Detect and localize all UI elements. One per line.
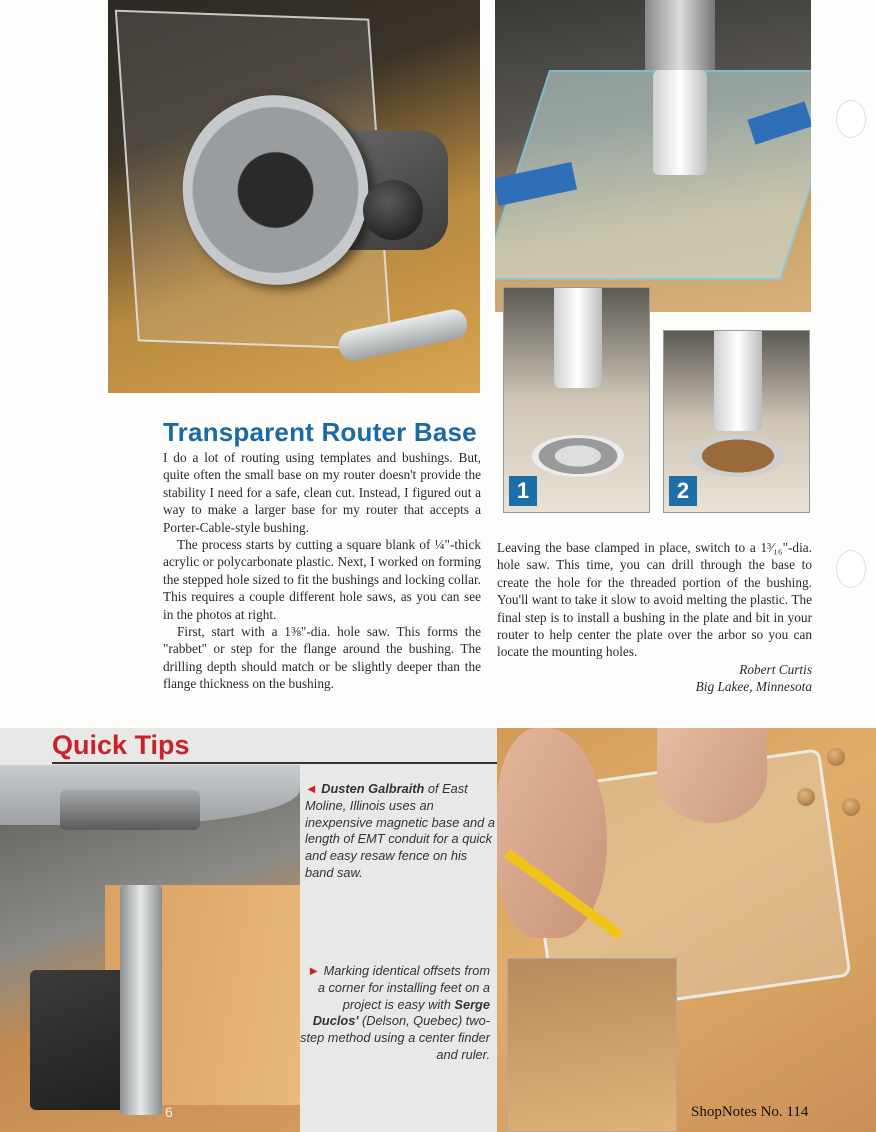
divider [52, 762, 497, 764]
tip-text: Marking identical offsets from a corner for installing feet on a project is easy with [317, 963, 490, 1012]
step-badge: 2 [669, 476, 697, 506]
step-badge: 1 [509, 476, 537, 506]
emt-conduit [120, 885, 162, 1115]
article-paragraph: The process starts by cutting a square blank of ¼"-thick acrylic or polycarbonate plastic. Next, I worked on forming the stepped hole sized to fit the bushings and locking collar. This requires a couple different hole saws, as you can see in the photos at right. [163, 537, 481, 622]
blade-guide [60, 790, 200, 830]
stepped-hole [532, 435, 624, 477]
quick-tips-title: Quick Tips [52, 730, 190, 760]
tip-text: (Delson, Quebec) two-step method using a center finder and ruler. [300, 1013, 490, 1062]
tip-1 [305, 781, 495, 882]
step-2-photo [663, 330, 810, 513]
marking-photo [497, 728, 876, 1132]
article-paragraph: First, start with a 1⅜"-dia. hole saw. This forms the "rabbet" or step for the flange around the bushing. The drilling depth should match or be slightly deeper than the flange thickness on the bushing. [163, 624, 481, 692]
binder-hole [836, 100, 866, 138]
drill-chuck [645, 0, 715, 70]
tip-author: Serge Duclos' [312, 996, 490, 1029]
furniture-foot [827, 748, 845, 766]
furniture-foot [842, 798, 860, 816]
hand [657, 728, 767, 823]
arrow-left-icon: ◄ [305, 781, 318, 796]
author-name: Robert Curtis [739, 661, 812, 677]
article-paragraph: Leaving the base clamped in place, switch to a 1³⁄₁₆"-dia. hole saw. This time, you can drill through the base to create the hole for the threaded portion of the bushing. You'll want to take it slow to avoid melting the plastic. The final step is to install a bushing in the plate and bit in your router to help center the plate over the arbor so you can locate the mounting holes. [497, 540, 812, 660]
through-hole [692, 435, 784, 477]
binder-hole [836, 550, 866, 588]
tip-text: of East Moline, Illinois uses an inexpensive magnetic base and a length of EMT conduit for a quick and easy resaw fence on his band saw. [305, 781, 495, 880]
article-left-column [163, 449, 481, 693]
hole-saw [714, 331, 762, 431]
step-1-photo [503, 287, 650, 513]
article-paragraph: I do a lot of routing using templates and bushings. But, quite often the small base on my router doesn't provide the stability I need for a safe, clean cut. Instead, I figured out a way to make a larger base for my router that accepts a Porter-Cable-style bushing. [163, 450, 481, 535]
article-title: Transparent Router Base [163, 417, 477, 447]
page-number: 6 [165, 1104, 173, 1120]
drill-press-photo [495, 0, 811, 312]
publication-label: ShopNotes No. 114 [691, 1104, 809, 1120]
router-knob [363, 180, 423, 240]
hole-saw [554, 288, 602, 388]
article-right-column [497, 539, 812, 696]
furniture-foot [797, 788, 815, 806]
author-location: Big Lakee, Minnesota [695, 679, 812, 695]
router-base-photo [108, 0, 480, 393]
inset-photo [507, 958, 677, 1132]
arrow-right-icon: ► [307, 963, 320, 978]
bandsaw-photo [0, 765, 300, 1132]
hole-saw [653, 70, 707, 175]
tip-2 [300, 963, 490, 1064]
tip-author: Dusten Galbraith [321, 781, 425, 796]
